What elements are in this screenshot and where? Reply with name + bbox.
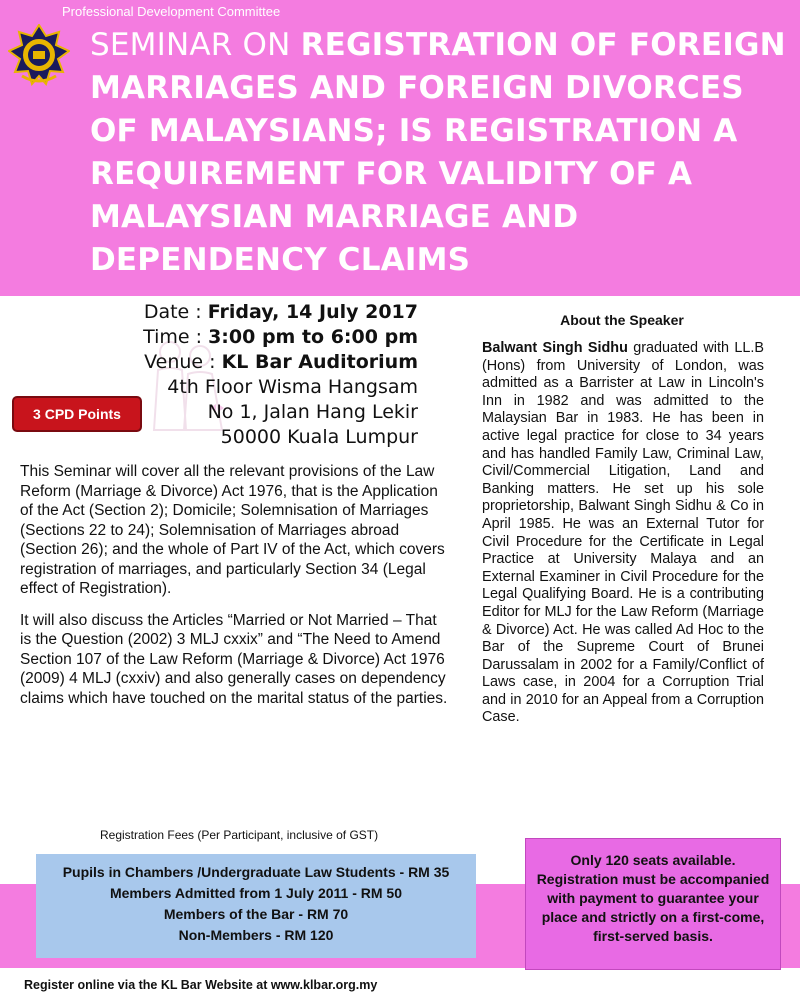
fee-item: Non-Members - RM 120	[178, 927, 334, 943]
title-prefix: SEMINAR ON	[90, 27, 301, 63]
description-paragraph: It will also discuss the Articles “Married or Not Married – That is the Question (2002) 3 MLJ cxxix” and “The Need to Amend Section 107 of the Law Reform (Marriage & Divorce) Act 1976 (2009) 4 MLJ (cxxiv) and also generally cases on dependency claims which have touched on the marital status of the parties.	[20, 611, 448, 707]
description-paragraph: This Seminar will cover all the relevant provisions of the Law Reform (Marriage & Divorce) Act 1976, that is the Application of the Act (Section 2); Domicile; Solemnisation of Marriages (Sections 22 to 24); Solemnisation of Marriages abroad (Section 26); and the whole of Part IV of the Act, which covers registration of marriages, and particularly Section 34 (Legal effect of Registration).	[20, 463, 445, 597]
fee-item: Pupils in Chambers /Undergraduate Law Students - RM 35	[62, 864, 450, 880]
kl-bar-logo-icon	[8, 24, 70, 86]
seats-notice: Only 120 seats available. Registration must be accompanied with payment to guarantee your place and strictly on a first-come, first-served basis.	[525, 838, 781, 970]
event-venue: Venue : KL Bar Auditorium	[144, 351, 418, 373]
speaker-heading: About the Speaker	[560, 312, 684, 328]
venue-address-line: 50000 Kuala Lumpur	[220, 426, 418, 448]
speaker-name: Balwant Singh Sidhu	[482, 340, 628, 356]
speaker-bio-text: graduated with LL.B (Hons) from University of London, was admitted as a Barrister at Law in Lincoln's Inn in 1982 and was admitted to the Malaysian Bar in 1983. He has been in active legal practice for close to 34 years and has handled Family Law, Criminal Law, Civil/Commercial Litigation, Land and Banking matters. He set up his sole proprietorship, Balwant Singh Sidhu & Co in April 1985. He was an External Tutor for Civil Procedure for the Certificate in Legal Practice at University Malaya and an External Examiner in Civil Procedure for the Legal Qualifying Board. He is a contributing Editor for MLJ for the Law Reform (Marriage & Divorce) Act. He was called Ad Hoc to the Bar of the Supreme Court of Brunei Darussalam in 2002 for a Family/Conflict of Laws case, in 2004 for a Corruption Trial and in 2010 for an Appeal from a Corruption Case.	[482, 340, 764, 726]
venue-address-line: No 1, Jalan Hang Lekir	[207, 401, 418, 423]
seminar-title	[90, 24, 790, 282]
cpd-points-badge: 3 CPD Points	[12, 396, 142, 432]
event-date: Date : Friday, 14 July 2017	[143, 301, 418, 323]
event-time: Time : 3:00 pm to 6:00 pm	[143, 326, 418, 348]
fee-item: Members Admitted from 1 July 2011 - RM 50	[109, 885, 403, 901]
speaker-bio	[482, 340, 764, 727]
fee-item: Members of the Bar - RM 70	[163, 906, 349, 922]
venue-address-line: 4th Floor Wisma Hangsam	[167, 376, 418, 398]
seminar-description	[20, 462, 450, 720]
fees-box	[36, 854, 476, 958]
committee-name: Professional Development Committee	[62, 4, 281, 19]
event-details	[140, 300, 418, 450]
register-link-text[interactable]: Register online via the KL Bar Website at www.klbar.org.my	[24, 978, 378, 992]
title-main: REGISTRATION OF FOREIGN MARRIAGES AND FOREIGN DIVORCES OF MALAYSIANS; IS REGISTRATION A REQUIREMENT FOR VALIDITY OF A MALAYSIAN MARRIAGE AND DEPENDENCY CLAIMS	[90, 27, 786, 278]
fees-caption: Registration Fees (Per Participant, inclusive of GST)	[100, 828, 379, 842]
